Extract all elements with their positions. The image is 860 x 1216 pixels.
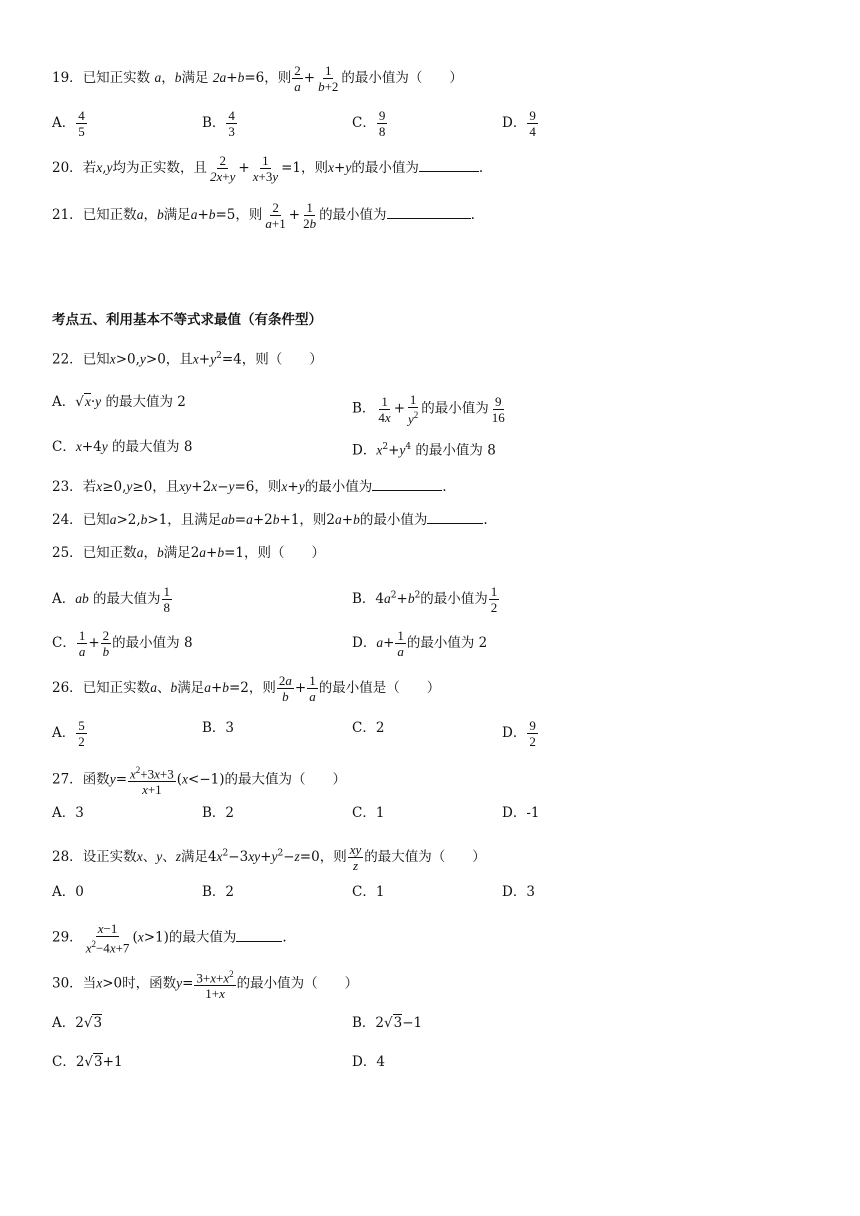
q27-option-c[interactable]: C．1	[352, 805, 385, 821]
q28-option-a[interactable]: A．0	[52, 884, 84, 900]
q26-option-a[interactable]: A． $\frac{5}{2}$	[52, 718, 85, 749]
q19-option-a[interactable]: A． $\frac{4}{5}$	[52, 108, 85, 139]
question-21: 21．已知正数a，b满足a+b=5，则 $\frac{2}{a+1}$ + $\frac{1}{2b}$ 的最小值为 .	[52, 200, 475, 231]
q26-option-d[interactable]: D． $\frac{9}{2}$	[502, 718, 536, 749]
q25-option-b[interactable]: B．$4a^2+b^2$的最小值为 $\frac{1}{2}$	[352, 584, 498, 615]
q22-option-a[interactable]: A．√x·y 的最大值为 2	[52, 394, 186, 410]
answer-blank[interactable]	[372, 478, 442, 491]
question-22: 22．已知x>0,y>0，且$x+y^2=4$，则（ ）	[52, 351, 323, 368]
question-23: 23．若x≥0,y≥0，且xy+2x−y=6，则x+y的最小值为 .	[52, 479, 447, 495]
answer-blank[interactable]	[427, 511, 483, 524]
q19-option-d[interactable]: D． $\frac{9}{4}$	[502, 108, 536, 139]
q19-option-c[interactable]: C． $\frac{9}{8}$	[352, 108, 386, 139]
q22-option-d[interactable]: D．$x^2+y^4$ 的最小值为 8	[352, 442, 496, 459]
answer-blank[interactable]	[387, 206, 471, 219]
q26-option-b[interactable]: B．3	[202, 720, 235, 736]
q30-option-a[interactable]: A．2√3	[52, 1015, 103, 1031]
question-19: 19．已知正实数 a，b满足 2a+b=6，则 $\frac{2}{a}$ + $\frac{1}{b+2}$ 的最小值为（ ）	[52, 63, 463, 94]
question-25: 25．已知正数a，b满足2a+b=1，则（ ）	[52, 545, 325, 561]
question-26: 26．已知正实数a、b满足a+b=2，则 $\frac{2a}{b}$ + $\frac{1}{a}$ 的最小值是（ ）	[52, 673, 441, 704]
section-heading: 考点五、利用基本不等式求最值（有条件型）	[52, 312, 322, 328]
q26-option-c[interactable]: C．2	[352, 720, 385, 736]
question-24: 24．已知a>2,b>1，且满足ab=a+2b+1，则2a+b的最小值为 .	[52, 512, 488, 528]
q27-option-b[interactable]: B．2	[202, 805, 235, 821]
question-20: 20．若x,y均为正实数，且 $\frac{2}{2x+y}$ + $\frac{1}{x+3y}$ =1，则x+y的最小值为 .	[52, 153, 484, 184]
q25-option-c[interactable]: C． $\frac{1}{a}$ + $\frac{2}{b}$ 的最小值为 8	[52, 628, 193, 659]
q30-option-c[interactable]: C．2√3+1	[52, 1054, 123, 1070]
q28-option-c[interactable]: C．1	[352, 884, 385, 900]
question-27: 27．函数y= $\frac{x^2+3x+3}{x+1}$ (x<−1)的最大值为（ ）	[52, 765, 347, 798]
q22-option-b[interactable]: B． $\frac{1}{4x}$ + $\frac{1}{y^2}$ 的最小值为 $\frac{9}{16}$	[352, 392, 505, 427]
answer-blank[interactable]	[236, 929, 282, 942]
q28-option-d[interactable]: D．3	[502, 884, 535, 900]
answer-blank[interactable]	[419, 159, 479, 172]
q30-option-b[interactable]: B．2√3−1	[352, 1015, 423, 1031]
q27-option-d[interactable]: D．-1	[502, 805, 540, 821]
q22-option-c[interactable]: C．x+4y 的最大值为 8	[52, 439, 193, 455]
q25-option-a[interactable]: A．ab 的最大值为 $\frac{1}{8}$	[52, 584, 171, 615]
question-29: 29． $\frac{x-1}{x^2-4x+7}$ (x>1)的最大值为 .	[52, 921, 287, 956]
q27-option-a[interactable]: A．3	[52, 805, 84, 821]
q30-option-d[interactable]: D．4	[352, 1054, 385, 1070]
q28-option-b[interactable]: B．2	[202, 884, 235, 900]
question-30: 30．当x>0时，函数y= $\frac{3+x+x^2}{1+x}$ 的最小值为（ ）	[52, 969, 359, 1002]
q19-option-b[interactable]: B． $\frac{4}{3}$	[202, 108, 235, 139]
question-28: 28．设正实数x、y、z满足$4x^2-3xy+y^2-z=0$，则 $\frac{xy}{z}$ 的最大值为（ ）	[52, 842, 486, 873]
q25-option-d[interactable]: D．a+ $\frac{1}{a}$ 的最小值为 2	[352, 628, 488, 659]
fraction: $\frac{2}{a}$	[294, 63, 301, 94]
